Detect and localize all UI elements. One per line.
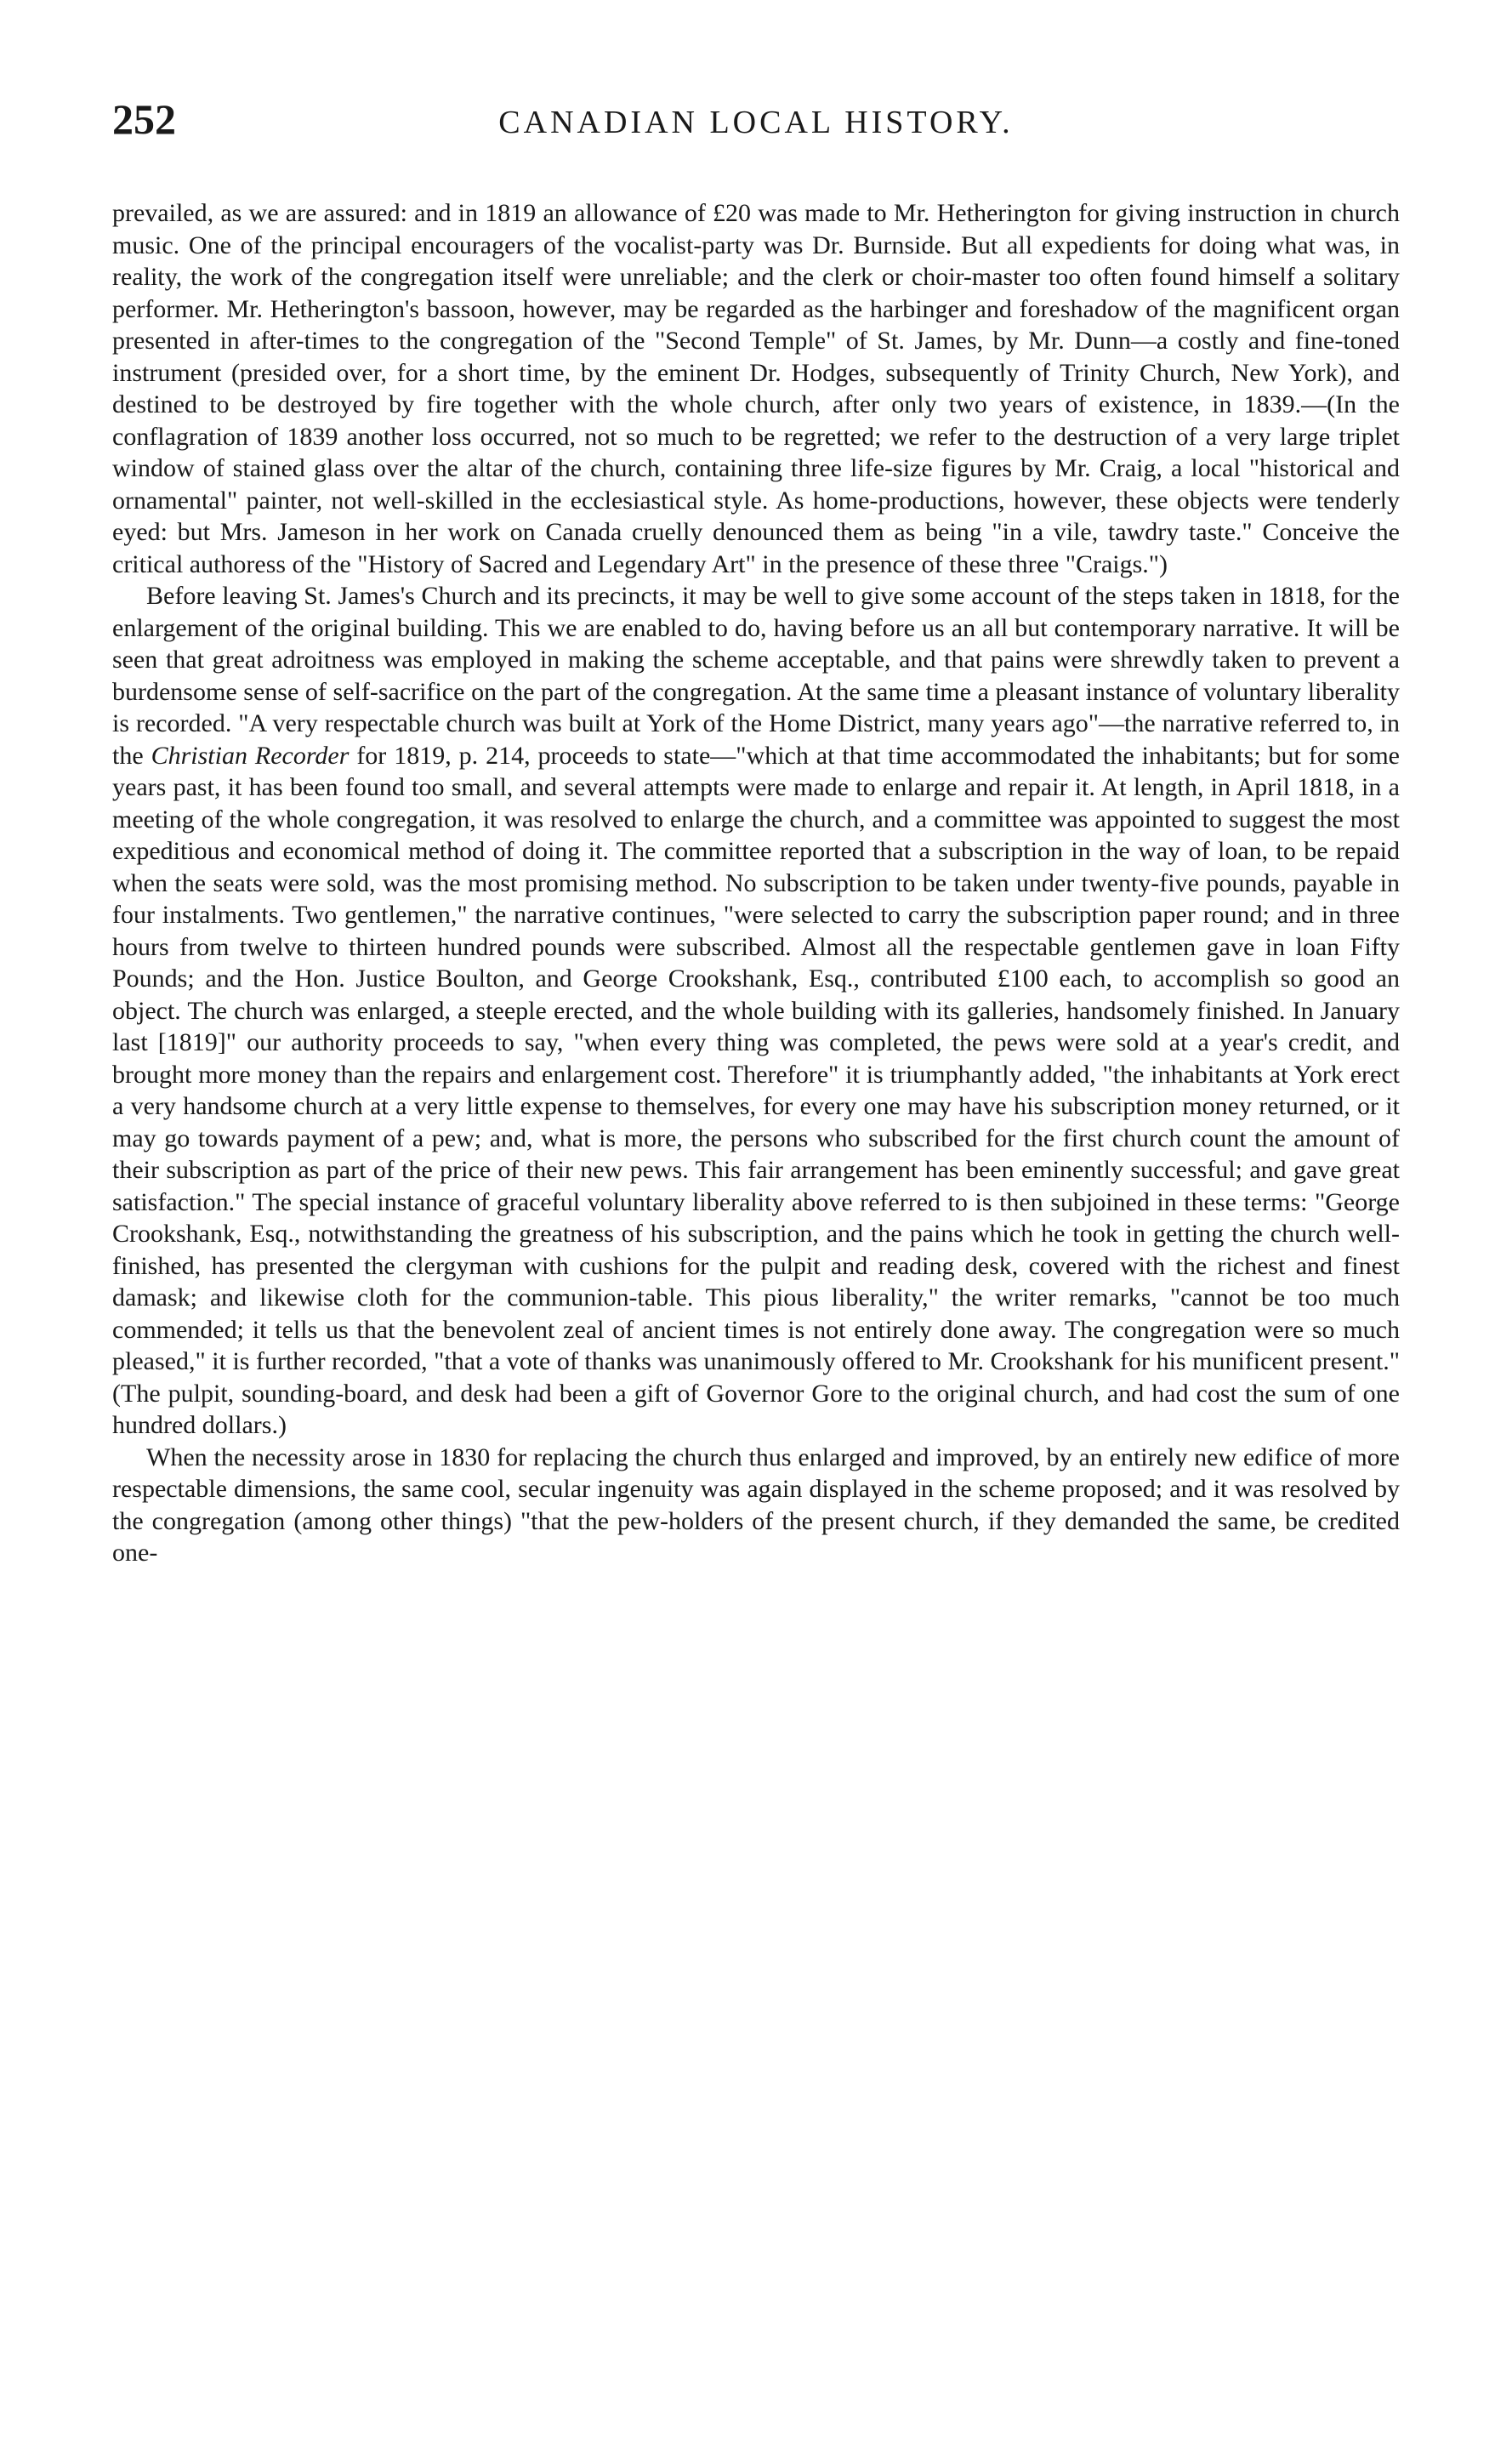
paragraph-enlargement-1818 [112,580,1400,1442]
book-page [112,0,1400,2441]
body-text [112,197,1400,1569]
paragraph-continued: prevailed, as we are assured: and in 1819 an allowance of £20 was made to Mr. Hetherington for giving instruction in church music. One of the principal encouragers of the vocalist-party was Dr. Burnside. But all expedients for doing what was, in reality, the work of the congregation itself were unreliable; and the clerk or choir-master too often found himself a solitary performer. Mr. Hetherington's bassoon, however, may be regarded as the harbinger and foreshadow of the magnificent organ presented in after-times to the congregation of the "Second Temple" of St. James, by Mr. Dunn—a costly and fine-toned instrument (presided over, for a short time, by the eminent Dr. Hodges, subsequently of Trinity Church, New York), and destined to be destroyed by fire together with the whole church, after only two years of existence, in 1839.—(In the conflagration of 1839 another loss occurred, not so much to be regretted; we refer to the destruction of a very large triplet window of stained glass over the altar of the church, containing three life-size figures by Mr. Craig, a local "historical and ornamental" painter, not well-skilled in the ecclesiastical style. As home-productions, however, these objects were tenderly eyed: but Mrs. Jameson in her work on Canada cruelly denounced them as being "in a vile, tawdry taste." Conceive the critical authoress of the "History of Sacred and Legendary Art" in the presence of these three "Craigs.") [112,199,1400,578]
running-head [112,94,1400,145]
page-number: 252 [112,95,176,143]
running-title: CANADIAN LOCAL HISTORY. [498,105,1014,140]
publication-title: Christian Recorder [151,741,350,770]
paragraph-text: for 1819, p. 214, proceeds to state—"which at that time accommodated the inhabitants; but for some years past, it has been found too small, and several attempts were made to enlarge and repair it. At length, in April 1818, in a meeting of the whole congregation, it was resolved to enlarge the church, and a committee was appointed to suggest the most expeditious and economical method of doing it. The committee reported that a subscription in the way of loan, to be repaid when the seats were sold, was the most promising method. No subscription to be taken under twenty-five pounds, payable in four instalments. Two gentlemen," the narrative continues, "were selected to carry the subscription paper round; and in three hours from twelve to thirteen hundred pounds were subscribed. Almost all the respectable gentlemen gave in loan Fifty Pounds; and the Hon. Justice Boulton, and George Crookshank, Esq., contributed £100 each, to accomplish so good an object. The church was enlarged, a steeple erected, and the whole building with its galleries, handsomely finished. In January last [1819]" our authority proceeds to say, "when every thing was completed, the pews were sold at a year's credit, and brought more money than the repairs and enlargement cost. Therefore" it is triumphantly added, "the inhabitants at York erect a very handsome church at a very little expense to themselves, for every one may have his subscription money returned, or it may go towards payment of a pew; and, what is more, the persons who subscribed for the first church count the amount of their subscription as part of the price of their new pews. This fair arrangement has been eminently successful; and gave great satisfaction." The special instance of graceful voluntary liberality above referred to is then subjoined in these terms: "George Crookshank, Esq., notwithstanding the greatness of his subscription, and the pains which he took in getting the church well-finished, has presented the clergyman with cushions for the pulpit and reading desk, covered with the richest and finest damask; and likewise cloth for the communion-table. This pious liberality," the writer remarks, "cannot be too much commended; it tells us that the benevolent zeal of ancient times is not entirely done away. The congregation were so much pleased," it is further recorded, "that a vote of thanks was unanimously offered to Mr. Crookshank for his munificent present." (The pulpit, sounding-board, and desk had been a gift of Governor Gore to the original church, and had cost the sum of one hundred dollars.) [112,741,1400,1439]
paragraph-new-edifice-1830: When the necessity arose in 1830 for replacing the church thus enlarged and improved, by an entirely new edifice of more respectable dimensions, the same cool, secular ingenuity was again displayed in the scheme proposed; and it was resolved by the congregation (among other things) "that the pew-holders of the present church, if they demanded the same, be credited one- [112,1442,1400,1567]
paragraph-text: Before leaving St. James's Church and its precincts, it may be well to give some account of the steps taken in 1818, for the enlargement of the original building. This we are enabled to do, having before us an all but contemporary narrative. It will be seen that great adroitness was employed in making the scheme acceptable, and that pains were shrewdly taken to prevent a burdensome sense of self-sacrifice on the part of the congregation. At the same time a pleasant instance of voluntary liberality is recorded. "A very respectable church was built at York of the Home District, many years ago"—the narrative referred to, in the [112,582,1400,770]
